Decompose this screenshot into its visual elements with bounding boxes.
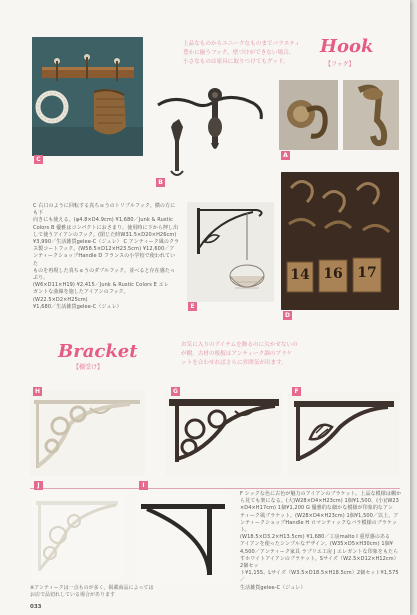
number-plate-17: 17 bbox=[357, 265, 377, 281]
label-d: D bbox=[283, 311, 292, 320]
label-f: F bbox=[292, 387, 301, 396]
text-line: ンティークショップHandle D フランスの小学校で使われていた bbox=[33, 253, 176, 267]
hook-intro bbox=[183, 40, 323, 67]
hook-description bbox=[33, 203, 180, 311]
text-line: 向きにも使える。(φ4.8×D4.9cm) ¥1,680／Junk & Rustic bbox=[33, 217, 173, 224]
photo-c-triple-hook bbox=[32, 37, 143, 156]
bracket-intro-line: が棚。古材の板板はアンティーク調のブラケ bbox=[181, 351, 293, 357]
number-plate-16: 16 bbox=[323, 266, 343, 282]
photo-d-numbered-hooks bbox=[281, 172, 399, 310]
text-line: ス製コートフック。(W58.5×D12×H23.5cm) ¥12,600／ア bbox=[33, 246, 175, 253]
photo-i-simple-bracket bbox=[135, 494, 230, 583]
photo-a-hook-left bbox=[279, 80, 338, 150]
text-line: ¥3,990／生活雑貨gelee-C（ジュレ） C アンティーク風のクラ bbox=[33, 239, 180, 246]
text-line: ものを再現した真ちゅうのダブルフック。並べると存在感たっぷり。 bbox=[33, 267, 176, 282]
bracket-title: Bracket bbox=[58, 341, 138, 362]
text-line: アイアンを使ったシンプルなデザイン。(W35×D5×H30cm) 1個¥ bbox=[240, 541, 394, 548]
text-line: (W6×D11×H19) ¥2,415／Junk & Rustic Colors E エレ bbox=[33, 282, 169, 289]
bracket-description bbox=[240, 491, 402, 592]
hook-intro-line: 上品なものからユニークなものまでバラエティ bbox=[183, 41, 301, 47]
footnote-line: ※アンティークは一点ものが多く、掲載商品によっては bbox=[30, 585, 154, 591]
hook-intro-line: 小さなものは家具に取りつけてもグッド。 bbox=[183, 59, 289, 65]
label-i: I bbox=[139, 481, 148, 490]
text-line: ティーク風ブラケット。(W28×D4×H23cm) 1個¥1,500／以上、ア bbox=[240, 512, 399, 519]
hook-intro-line: 豊かに揃うフック。壁づけができない場合、 bbox=[183, 50, 295, 56]
number-plate-14: 14 bbox=[290, 267, 310, 283]
text-line: 生活雑貨gelee-C（ジュレ） bbox=[240, 584, 306, 591]
photo-g-ornate-bracket bbox=[165, 393, 282, 476]
text-line: ¥1,680／生活雑貨gelee-C（ジュレ） bbox=[33, 303, 122, 310]
label-c: C bbox=[34, 155, 43, 164]
label-g: G bbox=[171, 387, 180, 396]
text-line: すホワイトアイアンのブラケット。Sサイズ（W2.5×D12×H12cm）2個セッ bbox=[240, 555, 399, 570]
bracket-intro-line: お気に入りのアイテムを飾るのに欠かせないの bbox=[181, 342, 298, 348]
page-number: 033 bbox=[30, 604, 42, 610]
photo-h-rose-bracket bbox=[30, 390, 145, 476]
label-b: B bbox=[156, 178, 165, 187]
section-divider bbox=[30, 488, 400, 489]
photo-j-white-bracket bbox=[30, 491, 125, 581]
bracket-subtitle: 【棚受け】 bbox=[73, 364, 104, 371]
text-line: して使うアイアンのフック。(閉じた時W31.5×D20×H26cm) bbox=[33, 231, 177, 238]
text-line: C 右口のように回転する真ちゅうのトリプルフック。横の方にも下 bbox=[33, 203, 176, 217]
text-line: ガントな曲線を施したアイアンのフック。(W22.5×D2×H25cm) bbox=[33, 289, 129, 303]
text-line: ら見ても楽になる。(大)W28×D4×H23cm) 1個¥1,500、(小)(W23 bbox=[240, 498, 399, 505]
label-h: H bbox=[34, 388, 41, 395]
text-line: ト¥1,155、Lサイズ（W3.5×D18.5×H18.5cm）2個セット¥1,575／ bbox=[240, 570, 399, 584]
hook-subtitle: 【フック】 bbox=[325, 61, 355, 68]
bracket-intro bbox=[181, 341, 341, 368]
photo-e-iron-hook bbox=[187, 202, 274, 302]
hook-title: Hook bbox=[320, 36, 374, 57]
bracket-intro-line: ットを合わせればさらに雰囲気が出ます。 bbox=[181, 360, 287, 366]
text-line: Colors B 優雅はコンパクトにおさまり、使用時に下から押し出 bbox=[33, 224, 179, 231]
footnote bbox=[30, 585, 230, 599]
label-e: E bbox=[188, 302, 197, 311]
photo-b-ornate-hook bbox=[153, 83, 271, 180]
photo-a-hook-right bbox=[343, 80, 399, 150]
text-line: ンティークショップHandle H ロマンティックなバラ模様のブラケット。 bbox=[240, 519, 397, 534]
text-line: ×D4×H17cm) 1個¥1,200 G 優雅的な細かな模様が印象的なアン bbox=[240, 505, 394, 512]
label-j: J bbox=[34, 481, 43, 490]
text-line: 4,500／アンティーク家具 ラブリエ工房 J エレガントな印象をもたら bbox=[240, 548, 399, 555]
footnote-line: お店で品切れしている場合があります bbox=[30, 592, 116, 598]
photo-f-shell-bracket bbox=[288, 393, 399, 476]
text-line: (W18.5×D3.2×H13.5cm) ¥1,680／工房malto I 重厚感のある bbox=[240, 534, 391, 541]
label-a: A bbox=[281, 151, 290, 160]
text-line: F シックな色に古色が魅力のアイアンのブラケット。上品な模様は棚か bbox=[240, 491, 402, 497]
